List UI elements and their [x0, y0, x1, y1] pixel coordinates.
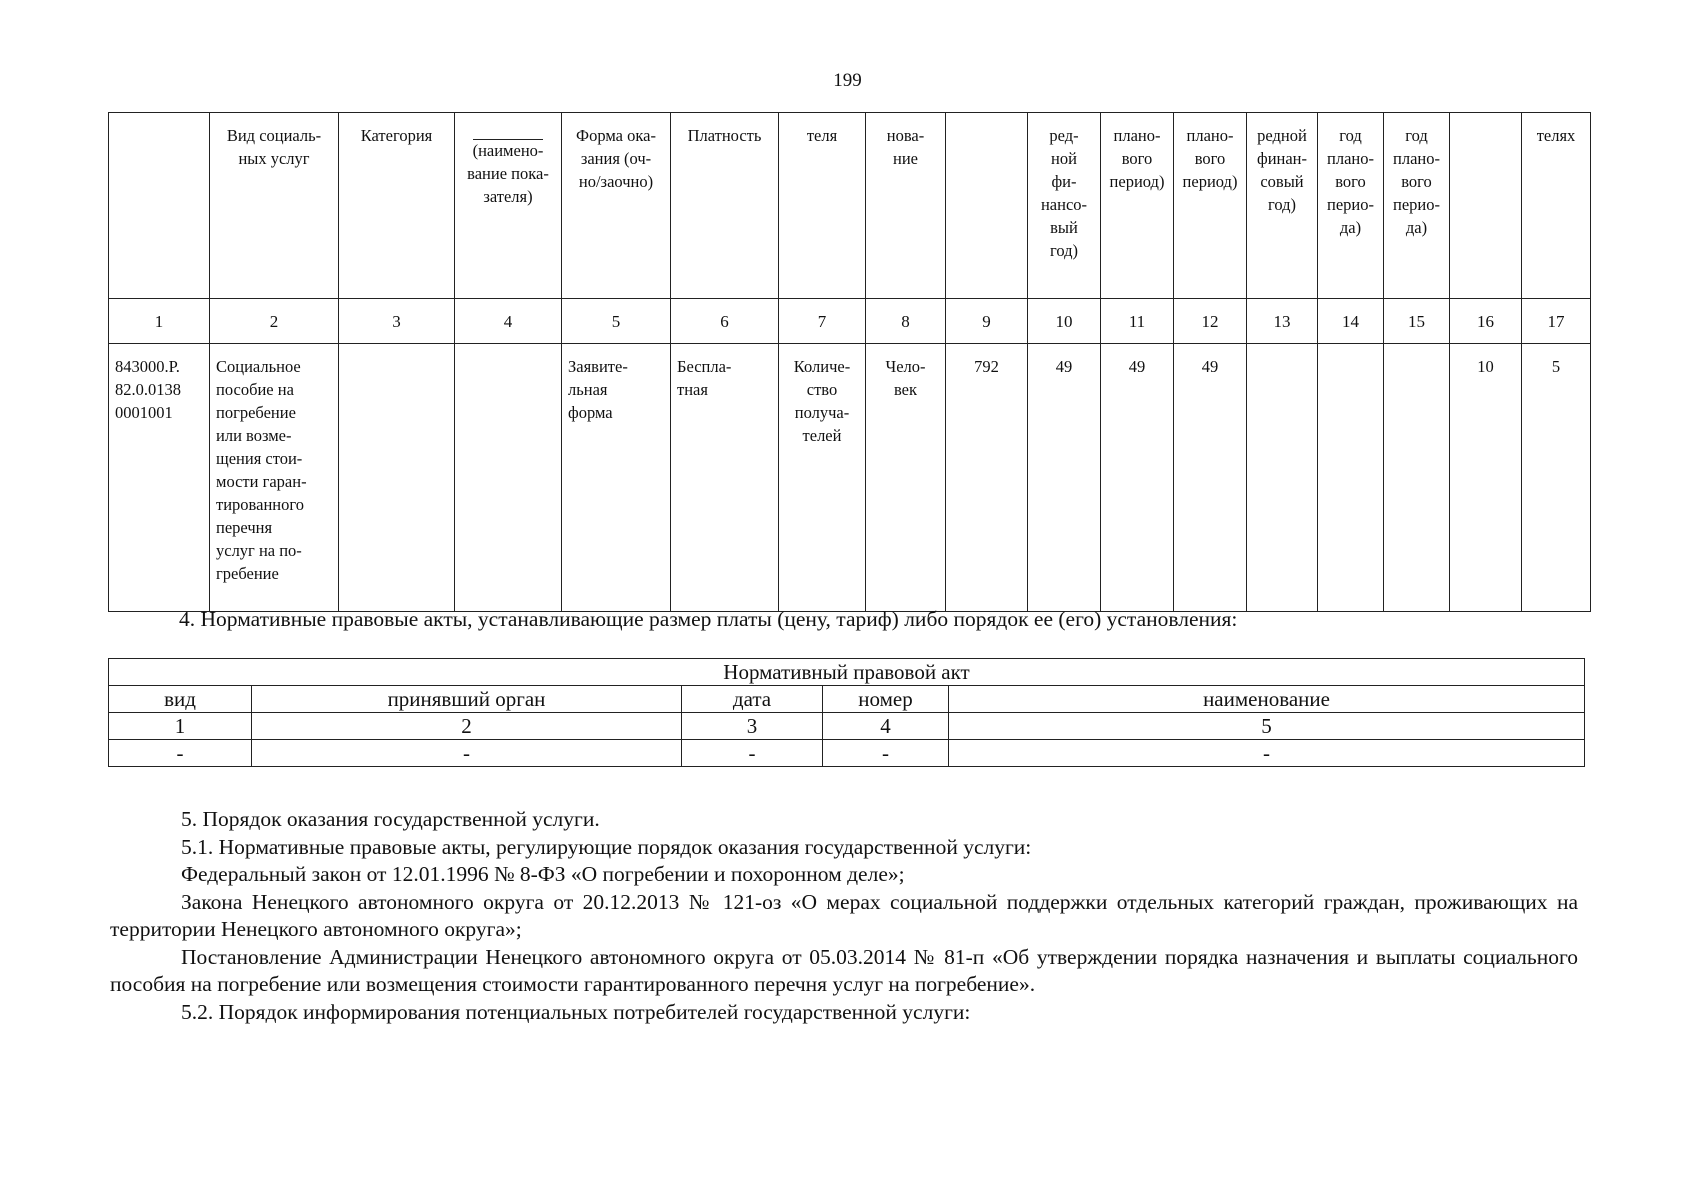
data-cell-col-3 [339, 344, 455, 612]
page-number: 199 [833, 70, 862, 91]
column-number-col-3: 3 [339, 299, 455, 344]
header-cell-col-15: год плано- вого перио- да) [1384, 113, 1450, 299]
header-cell-col-12: плано- вого период) [1174, 113, 1247, 299]
col-header-date: дата [682, 686, 823, 713]
column-number-col-10: 10 [1028, 299, 1101, 344]
section-5 [110, 806, 1578, 1026]
acts-cell: - [823, 740, 949, 767]
column-number-col-4: 4 [455, 299, 562, 344]
column-number-col-16: 16 [1450, 299, 1522, 344]
data-cell-col-13 [1247, 344, 1318, 612]
acts-data-row [109, 740, 1585, 767]
header-cell-col-2: Вид социаль- ных услуг [210, 113, 339, 299]
header-cell-col-13: редной финан- совый год) [1247, 113, 1318, 299]
acts-cell: - [682, 740, 823, 767]
column-number-col-14: 14 [1318, 299, 1384, 344]
data-cell-col-17: 5 [1522, 344, 1591, 612]
acts-col-number: 1 [109, 713, 252, 740]
service-volume-table [108, 112, 1591, 612]
acts-table-title: Нормативный правовой акт [109, 659, 1585, 686]
column-number-col-13: 13 [1247, 299, 1318, 344]
header-cell-col-9 [946, 113, 1028, 299]
section-4-heading: 4. Нормативные правовые акты, устанавливающие размер платы (цену, тариф) либо порядок ее (его) установления: [179, 607, 1238, 631]
acts-col-number: 5 [949, 713, 1585, 740]
header-cell-col-16 [1450, 113, 1522, 299]
resolution-paragraph: Постановление Администрации Ненецкого автономного округа от 05.03.2014 № 81-п «Об утверждении порядка назначения и выплаты социального пособия на погребение или возмещения стоимости гарантированного перечня услуг на погребение». [110, 944, 1578, 996]
data-cell-col-9: 792 [946, 344, 1028, 612]
column-number-col-12: 12 [1174, 299, 1247, 344]
col-header-authority: принявший орган [252, 686, 682, 713]
column-number-row [109, 299, 1591, 344]
section-5-2-heading: 5.2. Порядок информирования потенциальных потребителей государственной услуги: [181, 999, 971, 1024]
data-cell-col-14 [1318, 344, 1384, 612]
column-number-col-11: 11 [1101, 299, 1174, 344]
col-header-number: номер [823, 686, 949, 713]
header-cell-col-3: Категория [339, 113, 455, 299]
data-cell-col-1: 843000.Р. 82.0.0138 0001001 [109, 344, 210, 612]
column-number-col-17: 17 [1522, 299, 1591, 344]
acts-header-row [109, 686, 1585, 713]
data-cell-col-6: Беспла- тная [671, 344, 779, 612]
data-cell-col-10: 49 [1028, 344, 1101, 612]
column-number-col-6: 6 [671, 299, 779, 344]
header-cell-col-10: ред- ной фи- нансо- вый год) [1028, 113, 1101, 299]
header-cell-col-8: нова- ние [866, 113, 946, 299]
data-cell-col-2: Социальное пособие на погребение или возме- щения стои- мости гаран- тированного перечня услуг на по- гребение [210, 344, 339, 612]
column-number-col-8: 8 [866, 299, 946, 344]
table-header-row [109, 113, 1591, 299]
column-number-col-15: 15 [1384, 299, 1450, 344]
header-cell-col-5: Форма ока- зания (оч- но/заочно) [562, 113, 671, 299]
data-cell-col-4 [455, 344, 562, 612]
data-cell-col-11: 49 [1101, 344, 1174, 612]
regional-law-paragraph: Закона Ненецкого автономного округа от 20.12.2013 № 121-оз «О мерах социальной поддержки отдельных категорий граждан, проживающих на территории Ненецкого автономного округа»; [110, 889, 1578, 941]
acts-cell: - [109, 740, 252, 767]
column-number-col-5: 5 [562, 299, 671, 344]
federal-law-paragraph: Федеральный закон от 12.01.1996 № 8-ФЗ «О погребении и похоронном деле»; [181, 862, 905, 886]
section-5-heading: 5. Порядок оказания государственной услуги. [181, 807, 600, 831]
section-5-1-heading: 5.1. Нормативные правовые акты, регулирующие порядок оказания государственной услуги: [181, 834, 1032, 859]
header-cell-col-1 [109, 113, 210, 299]
col-header-type: вид [109, 686, 252, 713]
normative-acts-table [108, 658, 1585, 767]
data-cell-col-16: 10 [1450, 344, 1522, 612]
column-number-col-7: 7 [779, 299, 866, 344]
data-cell-col-15 [1384, 344, 1450, 612]
acts-number-row [109, 713, 1585, 740]
acts-title-row [109, 659, 1585, 686]
header-cell-col-7: теля [779, 113, 866, 299]
acts-cell: - [949, 740, 1585, 767]
acts-cell: - [252, 740, 682, 767]
acts-col-number: 3 [682, 713, 823, 740]
header-cell-col-6: Платность [671, 113, 779, 299]
column-number-col-1: 1 [109, 299, 210, 344]
acts-col-number: 2 [252, 713, 682, 740]
table-row [109, 344, 1591, 612]
column-number-col-9: 9 [946, 299, 1028, 344]
data-cell-col-12: 49 [1174, 344, 1247, 612]
col-header-name: наименование [949, 686, 1585, 713]
acts-col-number: 4 [823, 713, 949, 740]
data-cell-col-7: Количе- ство получа- телей [779, 344, 866, 612]
header-cell-col-4: (наимено- вание пока- зателя) [455, 113, 562, 299]
header-cell-col-14: год плано- вого перио- да) [1318, 113, 1384, 299]
header-cell-col-11: плано- вого период) [1101, 113, 1174, 299]
data-cell-col-8: Чело- век [866, 344, 946, 612]
data-cell-col-5: Заявите- льная форма [562, 344, 671, 612]
column-number-col-2: 2 [210, 299, 339, 344]
header-cell-col-17: телях [1522, 113, 1591, 299]
